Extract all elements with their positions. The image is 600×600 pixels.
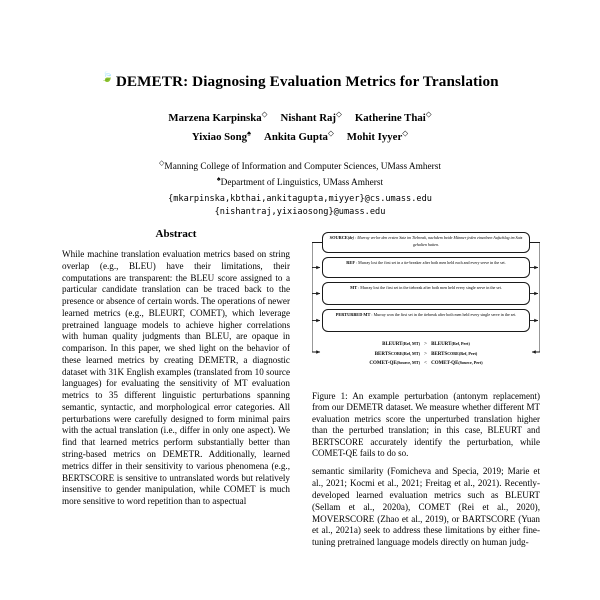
figure-box-colon: : xyxy=(370,312,374,318)
comparison-left-args: (Ref, MT) xyxy=(402,341,421,346)
abstract-heading: Abstract xyxy=(155,228,197,240)
comparison-metric: BLEURT xyxy=(382,342,403,347)
author-list xyxy=(0,108,600,146)
author-affiliation-mark: ◇ xyxy=(261,109,268,119)
figure-box-label: SOURCE xyxy=(329,235,348,241)
comparison-metric: COMET-QE xyxy=(369,361,397,367)
figure-diagram xyxy=(312,230,540,388)
comparison-metric: BERTScore xyxy=(374,351,403,357)
right-column xyxy=(312,228,540,600)
comparison-right-args: (Ref, Pert) xyxy=(458,350,478,356)
leaf-ornament-icon: 🍃 xyxy=(101,72,114,83)
comparison-left-args: (Source, MT) xyxy=(396,360,421,366)
comparison-left-args: (Ref, MT) xyxy=(402,350,421,356)
email-list xyxy=(0,193,600,219)
author-name: Marzena Karpinska xyxy=(168,111,262,124)
affiliation-mark: ◇ xyxy=(159,159,165,168)
author xyxy=(346,128,409,143)
figure-boxes xyxy=(312,230,540,388)
comparison-operator: > xyxy=(424,350,428,357)
author-name: Katherine Thai xyxy=(354,111,426,124)
figure-box-text: Murray lost the first set in a tie-breaker after both men held each and every serve in the set. xyxy=(358,260,506,266)
author xyxy=(280,109,342,124)
author-affiliation-mark: ◇ xyxy=(327,128,334,138)
author-row-1 xyxy=(0,108,600,127)
author-name: Ankita Gupta xyxy=(264,130,328,143)
figure-box-language: (de) xyxy=(347,236,355,241)
comparison-metric: BERTScore xyxy=(431,351,459,357)
affiliation-mark: ♠ xyxy=(216,174,221,183)
comparison-row xyxy=(322,340,530,350)
author xyxy=(354,109,432,124)
comparison-row xyxy=(322,350,530,360)
title-block xyxy=(0,0,600,219)
email-line: {mkarpinska,kbthai,ankitagupta,miyyer}@cs.umass.edu xyxy=(168,194,432,205)
comparison-operator: < xyxy=(424,360,428,367)
figure-comparisons xyxy=(322,340,530,369)
title-subtitle: : Diagnosing Evaluation Metrics for Translation xyxy=(183,73,499,91)
author-affiliation-mark: ◇ xyxy=(402,128,409,138)
title-acronym: DEMETR xyxy=(115,73,184,91)
figure-box-perturbed-mt xyxy=(322,309,530,332)
email-line: {nishantraj,yixiaosong}@umass.edu xyxy=(214,206,386,217)
author xyxy=(264,128,334,143)
comparison-right-args: (Source, Pert) xyxy=(458,360,483,366)
comparison-right-args: (Ref, Pert) xyxy=(451,341,470,346)
affiliation-text: Department of Linguistics, UMass Amherst xyxy=(220,177,384,188)
affiliation-text: Manning College of Information and Computer Sciences, UMass Amherst xyxy=(164,162,441,173)
figure-box-label: MT xyxy=(350,285,358,291)
comparison-metric: BLEURT xyxy=(431,342,452,347)
author-name: Yixiao Song xyxy=(191,130,247,143)
body-columns xyxy=(0,228,600,600)
author-name: Mohit Iyyer xyxy=(346,130,403,143)
figure-box-colon: : xyxy=(354,260,359,266)
figure-box-label: PERTURBED MT xyxy=(335,312,371,318)
author-row-2 xyxy=(0,127,600,146)
figure-box-source xyxy=(322,232,530,253)
affiliation-list xyxy=(0,159,600,190)
figure-box-label: REF xyxy=(346,260,355,266)
right-column-paragraph: semantic similarity (Fomicheva and Specia, 2019; Marie et al., 2021; Kocmi et al., 2021; Freitag et al., 2021). Recently-developed learned evaluation metrics such as BLEURT (Sellam et al., 2020a), COMET (Rei et al., 2020), MOVERSCORE (Zhao et al., 2019), or BARTSCORE (Yuan et al., 2021a) seek to address these limitations by either fine-tuning pretrained language models directly on human judg- xyxy=(312,466,540,548)
comparison-operator: > xyxy=(424,341,428,347)
comparison-metric: COMET-QE xyxy=(431,361,459,367)
figure-box-colon: : xyxy=(357,285,361,291)
author-affiliation-mark: ◇ xyxy=(425,109,432,119)
page-title xyxy=(101,72,498,91)
figure-box-mt xyxy=(322,282,530,305)
figure-box-text: Murray lost the first set in the tiebreak after both men held every single serve in the set. xyxy=(360,285,502,291)
author xyxy=(191,128,252,143)
figure-box-text: Murray won the first set in the tiebreak after both men held every single serve in the set. xyxy=(373,312,517,318)
author-name: Nishant Raj xyxy=(280,111,337,124)
figure-caption: Figure 1: An example perturbation (antonym replacement) from our DEMETR dataset. We measure whether different MT evaluation metrics score the unperturbed translation higher than the perturbed translation; in this case, BLEURT and BERTSCORE accurately identify the perturbation, while COMET-QE fails to do so. xyxy=(312,391,540,459)
author-affiliation-mark: ◇ xyxy=(336,109,342,119)
author xyxy=(168,109,268,124)
left-column xyxy=(62,228,290,600)
author-affiliation-mark: ♠ xyxy=(246,128,252,138)
figure-box-ref xyxy=(322,257,530,278)
affiliation xyxy=(0,175,600,190)
abstract-text: While machine translation evaluation metrics based on string overlap (e.g., BLEU) have their limitations, their computations are transparent: the BLEU score assigned to a particular candidate translation can be traced back to the presence or absence of certain words. The operations of newer learned metrics (e.g., BLEURT, COMET), which leverage pretrained language models to achieve higher correlations with human quality judgments than BLEU, are opaque in comparison. In this paper, we shed light on the behavior of these learned metrics by creating DEMETR, a diagnostic dataset with 31K English examples (translated from 10 source languages) for evaluating the sensitivity of MT evaluation metrics to 35 different linguistic perturbations spanning semantic, syntactic, and morphological error categories. All perturbations were carefully designed to form minimal pairs with the actual translation (i.e., differ in only one aspect). We find that learned metrics perform substantially better than string-based metrics on DEMETR. Additionally, learned metrics differ in their sensitivity to various phenomena (e.g., BERTSCORE is sensitive to untranslated words but relatively insensitive to gender manipulation, while COMET is much more sensitive to word repetition than to aspectual xyxy=(62,249,290,507)
figure-box-text: Murray verlor den ersten Satz im Tiebreak, nachdem beide Männer jeden einzelnen Aufschlag im Satz gehalten hatten. xyxy=(357,235,523,248)
figure-box-colon: : xyxy=(354,235,358,241)
comparison-row xyxy=(322,359,530,369)
affiliation xyxy=(0,159,600,174)
